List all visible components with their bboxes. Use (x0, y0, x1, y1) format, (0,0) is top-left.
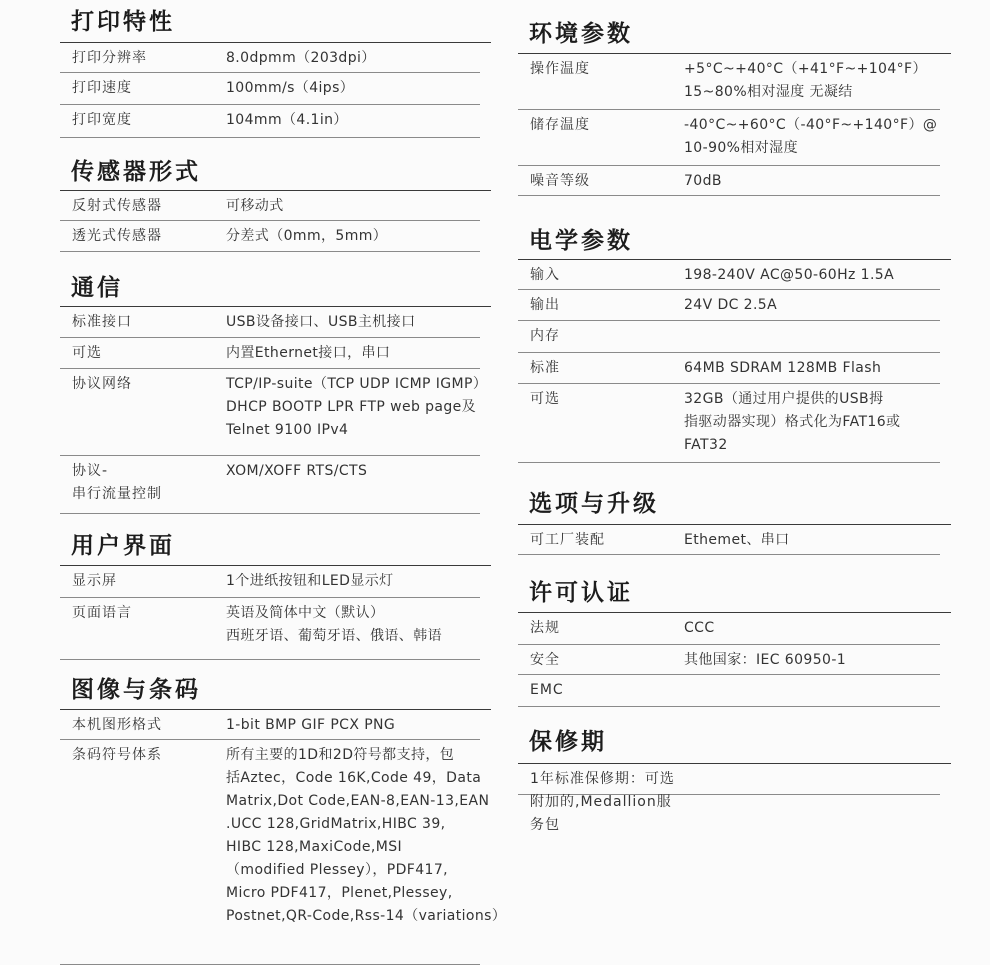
spec-value: 内置Ethernet接口，串口 (226, 345, 391, 361)
section-title: 电学参数 (518, 223, 951, 260)
spec-label: 协议- 串行流量控制 (72, 463, 162, 502)
spec-row (60, 73, 480, 105)
spec-label: 内存 (530, 328, 560, 344)
spec-row (518, 321, 940, 353)
spec-row (60, 191, 480, 221)
spec-row (60, 566, 480, 598)
spec-section (60, 3, 491, 138)
section-title: 打印特性 (60, 3, 491, 43)
spec-value: XOM/XOFF RTS/CTS (226, 463, 368, 479)
spec-row (60, 105, 480, 138)
spec-row (518, 166, 940, 196)
spec-label: 页面语言 (72, 605, 132, 621)
spec-value: 24V DC 2.5A (684, 297, 778, 313)
section-title: 环境参数 (518, 16, 951, 54)
spec-row (518, 260, 940, 290)
spec-label: 操作温度 (530, 61, 590, 77)
section-title: 保修期 (518, 722, 951, 764)
spec-value: 32GB（通过用户提供的USB拇 指驱动器实现）格式化为FAT16或 FAT32 (684, 391, 901, 453)
spec-label: 显示屏 (72, 573, 117, 589)
spec-label: 协议网络 (72, 376, 132, 392)
spec-row (518, 110, 940, 166)
section-title: 传感器形式 (60, 154, 491, 191)
spec-value: 198-240V AC@50-60Hz 1.5A (684, 267, 895, 283)
spec-value: CCC (684, 620, 715, 636)
spec-label: 可选 (72, 345, 102, 361)
spec-value (684, 679, 944, 706)
spec-label: 输入 (530, 267, 560, 283)
spec-row (518, 525, 940, 555)
spec-row (518, 645, 940, 675)
spec-label: 噪音等级 (530, 173, 590, 189)
spec-value: 可移动式 (226, 198, 284, 214)
spec-note: 1年标准保修期：可选附加的,Medallion服务包 (530, 771, 675, 833)
spec-row (60, 369, 488, 456)
spec-section (518, 722, 951, 833)
spec-section (60, 528, 491, 660)
spec-row (60, 221, 480, 252)
spec-value: 8.0dpmm（203dpi） (226, 50, 376, 66)
spec-section (60, 154, 491, 252)
spec-row (518, 54, 940, 110)
spec-value: 1-bit BMP GIF PCX PNG (226, 717, 396, 733)
spec-value: 100mm/s（4ips） (226, 80, 355, 96)
spec-row (518, 613, 940, 645)
section-title: 通信 (60, 271, 491, 307)
spec-label: 透光式传感器 (72, 228, 162, 244)
spec-row (60, 307, 480, 338)
spec-row (518, 675, 940, 707)
spec-value: 分差式（0mm，5mm） (226, 228, 388, 244)
spec-row (60, 710, 480, 740)
spec-row (60, 43, 480, 73)
spec-label: 标准接口 (72, 314, 132, 330)
spec-section (518, 16, 951, 196)
spec-value: 70dB (684, 173, 722, 189)
spec-label: 本机图形格式 (72, 717, 162, 733)
spec-value: 所有主要的1D和2D符号都支持，包 括Aztec，Code 16K,Code 49，Data Matrix,Dot Code,EAN-8,EAN-13,EAN .UCC 128,GridMatrix,HIBC 39, HIBC 128,MaxiCode,MSI （modified Plessey），PDF417, Micro PDF417，Plenet,Plessey, Postnet,QR-Code,Rss-14（variations） (226, 747, 507, 924)
spec-label: 可选 (530, 391, 560, 407)
spec-section (518, 574, 951, 707)
spec-label: EMC (530, 682, 564, 698)
spec-label: 输出 (530, 297, 560, 313)
spec-label: 储存温度 (530, 117, 590, 133)
spec-row (60, 598, 480, 660)
spec-value: 其他国家：IEC 60950-1 (684, 652, 847, 668)
spec-value: 64MB SDRAM 128MB Flash (684, 360, 882, 376)
spec-value: 104mm（4.1in） (226, 112, 348, 128)
spec-row (518, 764, 940, 833)
spec-section (60, 271, 491, 514)
spec-label: 反射式传感器 (72, 198, 162, 214)
spec-value: +5°C~+40°C（+41°F~+104°F） 15~80%相对湿度 无凝结 (684, 61, 927, 100)
spec-label: 打印宽度 (72, 112, 132, 128)
spec-row (60, 456, 480, 514)
spec-label: 可工厂装配 (530, 532, 605, 548)
spec-value: TCP/IP-suite（TCP UDP ICMP IGMP） DHCP BOOTP LPR FTP web page及 Telnet 9100 IPv4 (226, 376, 488, 438)
spec-value: 1个进纸按钮和LED显示灯 (226, 573, 394, 589)
section-title: 图像与条码 (60, 671, 491, 710)
section-title: 用户界面 (60, 528, 491, 566)
spec-label: 标准 (530, 360, 560, 376)
spec-value (684, 325, 944, 352)
spec-row (60, 338, 480, 369)
spec-label: 法规 (530, 620, 560, 636)
section-title: 选项与升级 (518, 485, 951, 525)
spec-section (60, 671, 507, 965)
spec-value: 英语及简体中文（默认） 西班牙语、葡萄牙语、俄语、韩语 (226, 605, 442, 644)
spec-value: -40°C~+60°C（-40°F~+140°F）@ 10-90%相对湿度 (684, 117, 938, 156)
spec-row (518, 290, 940, 321)
spec-section (518, 223, 951, 463)
spec-label: 打印速度 (72, 80, 132, 96)
spec-label: 安全 (530, 652, 560, 668)
spec-label: 打印分辨率 (72, 50, 147, 66)
spec-row (518, 353, 940, 384)
spec-label: 条码符号体系 (72, 747, 162, 763)
spec-section (518, 485, 951, 555)
spec-value: USB设备接口、USB主机接口 (226, 314, 416, 330)
spec-value: Ethemet、串口 (684, 532, 790, 548)
spec-row (518, 384, 940, 463)
section-title: 许可认证 (518, 574, 951, 613)
spec-row (60, 740, 507, 965)
